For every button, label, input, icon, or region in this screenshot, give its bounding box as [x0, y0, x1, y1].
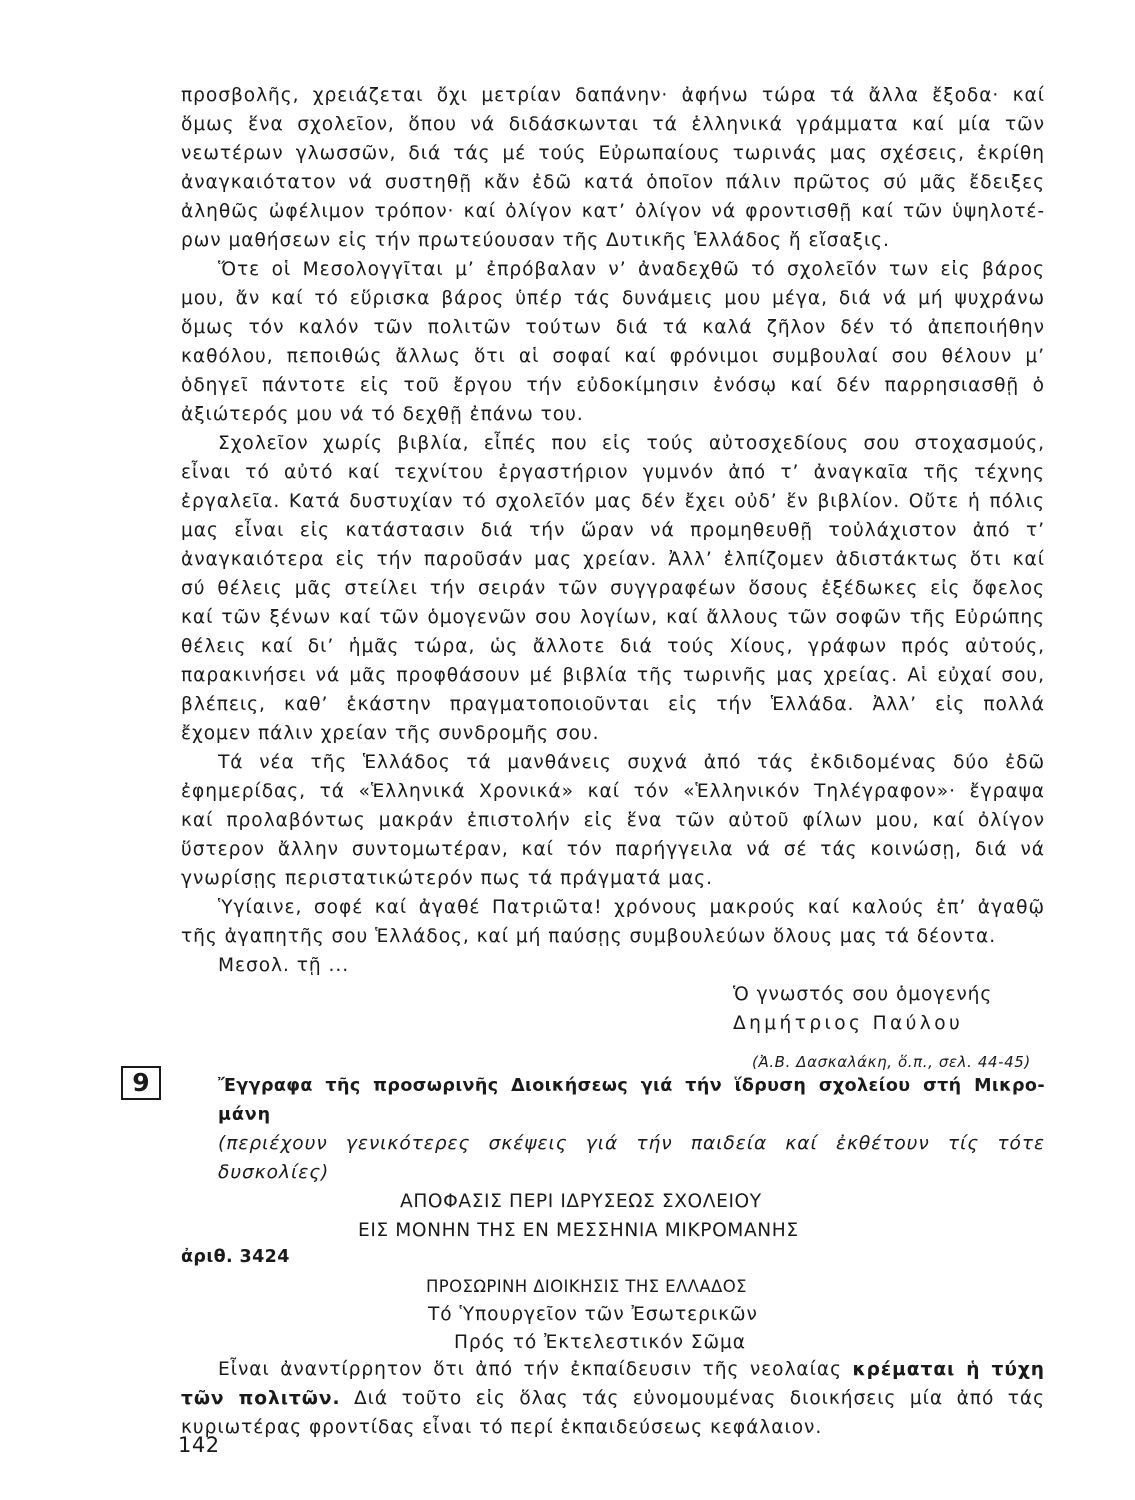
document-subtitle-cont: δυσκολίες) — [218, 1162, 330, 1183]
letter-line: παρακινήσει νά μᾶς προφθάσουν μέ βιβλία τῆς τωρινῆς μας χρείας. Αἱ εὐχαί σου, — [181, 665, 1045, 686]
addressee-line: Πρός τό Ἐκτελεστικόν Σῶμα — [454, 1332, 746, 1353]
document-number-box: 9 — [121, 1066, 161, 1100]
decision-body-emphasis: κρέμαται ἡ τύχη — [852, 1359, 1045, 1380]
letter-line: μου, ἄν καί τό εὕρισκα βάρος ὑπέρ τάς δυνάμεις μου μέγα, διά νά μή ψυχράνω — [181, 288, 1045, 309]
decision-body-line — [218, 1358, 1045, 1382]
document-number-label: ἀριθ. 3424 — [181, 1247, 290, 1267]
letter-line: ὅμως ἕνα σχολεῖον, ὅπου νά διδάσκωνται τά ἑλληνικά γράμματα καί μία τῶν — [181, 114, 1045, 135]
letter-line: ἀναγκαιότατον νά συστηθῇ κἄν ἐδῶ κατά ὁποῖον πάλιν πρῶτος σύ μᾶς ἔδειξες — [181, 172, 1045, 193]
letter-line: σύ θέλεις μᾶς στείλει τήν σειράν τῶν συγγραφέων ὅσους ἐξέδωκες εἰς ὄφελος — [181, 578, 1045, 599]
document-subtitle: (περιέχουν γενικότερες σκέψεις γιά τήν παιδεία καί ἐκθέτουν τίς τότε — [218, 1133, 1045, 1154]
letter-line: ἀξιώτερός μου νά τό δεχθῇ ἐπάνω του. — [181, 404, 584, 425]
letter-place-date: Μεσολ. τῇ ... — [218, 955, 350, 976]
decision-body-text: Διά τοῦτο εἰς ὅλας τάς εὐνομουμένας διοικήσεις μία ἀπό τάς — [340, 1388, 1045, 1409]
letter-line: ἔχομεν πάλιν χρείαν τῆς συνδρομῆς σου. — [181, 723, 600, 744]
document-title-cont: μάνη — [218, 1105, 272, 1125]
source-citation: (Ἀ.Β. Δασκαλάκη, ὅ.π., σελ. 44-45) — [752, 1053, 1031, 1071]
decision-heading-cont: ΕΙΣ ΜΟΝΗΝ ΤΗΣ ΕΝ ΜΕΣΣΗΝΙΑ ΜΙΚΡΟΜΑΝΗΣ — [358, 1220, 799, 1241]
letter-line: καί τῶν ξένων καί τῶν ὁμογενῶν σου λογίων, καί ἄλλους τῶν σοφῶν τῆς Εὐρώπης — [181, 607, 1045, 628]
letter-line: θέλεις καί δι’ ἡμᾶς τώρα, ὡς ἄλλοτε διά τούς Χίους, γράφων πρός αὐτούς, — [181, 636, 1045, 657]
decision-body-text: Εἶναι ἀναντίρρητον ὅτι ἀπό τήν ἐκπαίδευσιν τῆς νεολαίας — [218, 1359, 853, 1380]
ministry-line: Τό Ὑπουργεῖον τῶν Ἐσωτερικῶν — [428, 1304, 758, 1325]
page-number: 142 — [178, 1433, 220, 1457]
letter-line: Ὑγίαινε, σοφέ καί ἀγαθέ Πατριῶτα! χρόνους μακρούς καί καλούς ἐπ’ ἀγαθῷ — [218, 897, 1045, 918]
letter-line: μας εἶναι εἰς κατάστασιν διά τήν ὥραν νά προμηθευθῇ τοὐλάχιστον ἀπό τ’ — [181, 520, 1045, 541]
decision-heading: ΑΠΟΦΑΣΙΣ ΠΕΡΙ ΙΔΡΥΣΕΩΣ ΣΧΟΛΕΙΟΥ — [400, 1191, 762, 1212]
letter-line: Ὅτε οἱ Μεσολογγῖται μ’ ἐπρόβαλαν ν’ ἀναδεχθῶ τό σχολεῖόν των εἰς βάρος — [218, 259, 1045, 280]
letter-line: ἐφημερίδας, τά «Ἑλληνικά Χρονικά» καί τόν «Ἑλληνικόν Τηλέγραφον»· ἔγραψα — [181, 781, 1045, 802]
decision-body-line — [181, 1387, 1045, 1411]
letter-line: βλέπεις, καθ’ ἑκάστην πραγματοποιοῦνται εἰς τήν Ἑλλάδα. Ἀλλ’ εἰς πολλά — [181, 694, 1045, 715]
decision-body-line: κυριωτέρας φροντίδας εἶναι τό περί ἐκπαιδεύσεως κεφάλαιον. — [181, 1417, 823, 1438]
letter-line: ρων μαθήσεων εἰς τήν πρωτεύουσαν τῆς Δυτικῆς Ἑλλάδος ἤ εἴσαξις. — [181, 230, 890, 251]
letter-line: Σχολεῖον χωρίς βιβλία, εἶπές που εἰς τούς αὐτοσχεδίους σου στοχασμούς, — [218, 433, 1045, 454]
letter-line: καί προλαβόντως μακράν ἐπιστολήν εἰς ἕνα τῶν αὐτοῦ φίλων μου, καί ὀλίγον — [181, 810, 1045, 831]
letter-line: τῆς ἀγαπητῆς σου Ἑλλάδος, καί μή παύσῃς συμβουλεύων ὅλους μας τά δέοντα. — [181, 926, 997, 947]
letter-line: προσβολῆς, χρειάζεται ὄχι μετρίαν δαπάνην· ἀφήνω τώρα τά ἄλλα ἔξοδα· καί — [181, 85, 1045, 106]
signature-name: Δημήτριος Παύλου — [733, 1013, 964, 1034]
letter-line: ἀναγκαιότερα εἰς τήν παροῦσάν μας χρείαν. Ἀλλ’ ἐλπίζομεν ἀδιστάκτως ὅτι καί — [181, 549, 1045, 570]
letter-line: νεωτέρων γλωσσῶν, διά τάς μέ τούς Εὐρωπαίους τωρινάς μας σχέσεις, ἐκρίθη — [181, 143, 1045, 164]
document-title: Ἔγγραφα τῆς προσωρινῆς Διοικήσεως γιά τήν ἵδρυση σχολείου στή Μικρο- — [218, 1076, 1045, 1096]
letter-line: εἶναι τό αὐτό καί τεχνίτου ἐργαστήριον γυμνόν ἀπό τ’ ἀναγκαῖα τῆς τέχνης — [181, 462, 1045, 483]
letter-line: ὕστερον ἄλλην συντομωτέραν, καί τόν παρήγγειλα νά σέ τάς κοινώσῃ, διά νά — [181, 839, 1045, 860]
letter-line: γνωρίσῃς περιστατικώτερόν πως τά πράγματά μας. — [181, 868, 714, 889]
letter-line: ὁδηγεῖ πάντοτε εἰς τοῦ ἔργου τήν εὐδοκίμησιν ἐνόσῳ καί δέν παρρησιασθῇ ὁ — [181, 375, 1045, 396]
decision-body-emphasis: τῶν πολιτῶν. — [181, 1388, 341, 1409]
letter-line: ἐργαλεῖα. Κατά δυστυχίαν τό σχολεῖόν μας δέν ἔχει οὐδ’ ἕν βιβλίον. Οὔτε ἡ πόλις — [181, 491, 1045, 512]
letter-line: ἀληθῶς ὠφέλιμον τρόπον· καί ὀλίγον κατ’ ὀλίγον νά φροντισθῇ καί τῶν ὑψηλοτέ- — [181, 201, 1045, 222]
letter-line: ὅμως τόν καλόν τῶν πολιτῶν τούτων διά τά καλά ζῆλον δέν τό ἀπεποιήθην — [181, 317, 1045, 338]
letter-line: καθόλου, πεποιθώς ἄλλως ὅτι αἱ σοφαί καί φρόνιμοι συμβουλαί σου θέλουν μ’ — [181, 346, 1045, 367]
letter-line: Τά νέα τῆς Ἑλλάδος τά μανθάνεις συχνά ἀπό τάς ἐκδιδομένας δύο ἐδῶ — [218, 752, 1045, 773]
government-heading: ΠΡΟΣΩΡΙΝΗ ΔΙΟΙΚΗΣΙΣ ΤΗΣ ΕΛΛΑΔΟΣ — [426, 1277, 747, 1296]
signature-closing: Ὁ γνωστός σου ὁμογενής — [733, 984, 993, 1005]
